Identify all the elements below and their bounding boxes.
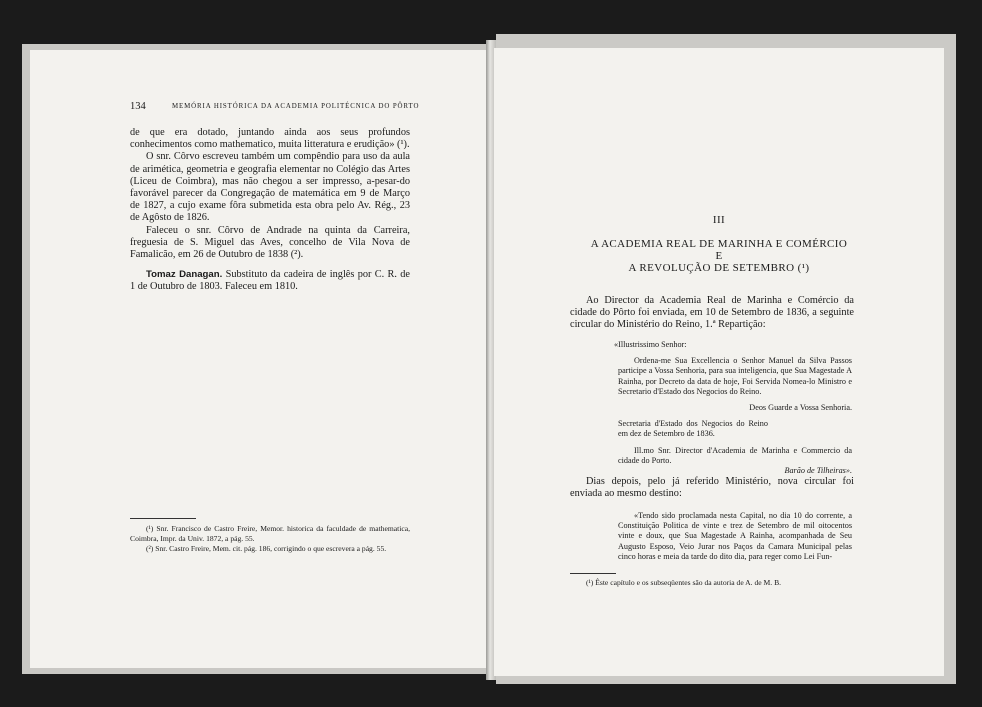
letter-quote — [614, 340, 852, 476]
chapter-title-line2: E — [715, 250, 723, 262]
second-quote — [618, 511, 852, 562]
right-footnote — [570, 578, 854, 588]
running-head: MEMÓRIA HISTÓRICA DA ACADEMIA POLITÉCNICA DO PÔRTO — [172, 103, 420, 110]
footnote-2: (²) Snr. Castro Freire, Mem. cit. pág. 186, corrigindo o que escrevera a pág. 55. — [146, 544, 387, 553]
chapter-number: III — [712, 214, 726, 226]
chapter-title-line3: A REVOLUÇÃO DE SETEMBRO (¹) — [628, 262, 810, 274]
left-page — [30, 50, 486, 668]
footnote-rule — [130, 518, 196, 519]
footnote-1: (¹) Snr. Francisco de Castro Freire, Memor. historica da faculdade de mathematica, Coimbra, Impr. da Univ. 1872, a pág. 55. — [130, 524, 410, 543]
intro-paragraph — [570, 295, 854, 332]
footnote-rule — [570, 573, 616, 574]
second-paragraph — [570, 476, 854, 500]
paragraph-2: O snr. Côrvo escreveu também um compêndio para uso da aula de arimética, geometria e geografia elementar no Colégio das Artes (Liceu de Coimbra), mas não chegou a ser impresso, a-pesar-do favorável parecer da Congregação de matemática em 9 de Março de 1827, a cujo exame fôra submetida esta obra pelo Av. Rég., 23 de Agôsto de 1826. — [130, 151, 410, 224]
body-text — [130, 127, 410, 294]
letter-body: Ordena-me Sua Excellencia o Senhor Manuel da Silva Passos participe a Vossa Senhoria, para sua inteligencia, que Sua Magestade A Rainha, por Decreto da data de hoje, Foi Servida Nomea-lo Ministro e Secretario d'Estado dos Negocios do Reino. — [618, 356, 852, 396]
paragraph-1: de que era dotado, juntando ainda aos seus profundos conhecimentos como mathematico, muita litteratura e erudição» (¹). — [130, 127, 410, 151]
intro-text: Ao Director da Academia Real de Marinha e Comércio da cidade do Pôrto foi enviada, em 10 de Setembro de 1836, a seguinte circular do Ministério do Reino, 1.ª Repartição: — [570, 295, 854, 331]
letter-place: Secretaria d'Estado dos Negocios do Reino em dez de Setembro de 1836. — [618, 419, 768, 439]
letter-closing: Deos Guarde a Vossa Senhoria. — [749, 403, 852, 413]
letter-address: Ill.mo Snr. Director d'Academia de Marinha e Commercio da cidade do Porto. — [618, 445, 852, 465]
paragraph-3: Faleceu o snr. Côrvo de Andrade na quinta da Carreira, freguesia de S. Miguel das Aves, concelho de Vila Nova de Famalicão, em 26 de Outubro de 1838 (²). — [130, 224, 410, 261]
second-intro-text: Dias depois, pelo já referido Ministério, nova circular foi enviada ao mesmo destino: — [570, 476, 854, 500]
right-page — [494, 48, 944, 676]
letter-signature: Barão de Tilheiras». — [784, 466, 852, 476]
second-quote-text: «Tendo sido proclamada nesta Capital, no dia 10 do corrente, a Constituição Politica de vinte e trez de Setembro de mil oitocentos vinte e doux, que Sua Magestade A Rainha, acompanhada de Seu Augusto Esposo, Veio Jurar nos Paços da Camara Municipal pelas cinco horas e meia da tarde do dito dia, para reger como Lei Fun- — [618, 511, 852, 561]
footnote-text: (¹) Êste capítulo e os subseqüentes são da autoria de A. de M. B. — [586, 578, 782, 587]
entry-text: Substituto da cadeira de inglês por C. R. de 1 de Outubro de 1803. Faleceu em 1810. — [130, 269, 410, 293]
entry-paragraph — [130, 269, 410, 293]
entry-name: Tomaz Danagan. — [146, 269, 223, 281]
page-number: 134 — [130, 101, 146, 112]
chapter-title-line1: A ACADEMIA REAL DE MARINHA E COMÉRCIO — [590, 238, 848, 250]
left-footnotes — [130, 524, 410, 554]
letter-salutation: «Illustrissimo Senhor: — [614, 340, 687, 349]
